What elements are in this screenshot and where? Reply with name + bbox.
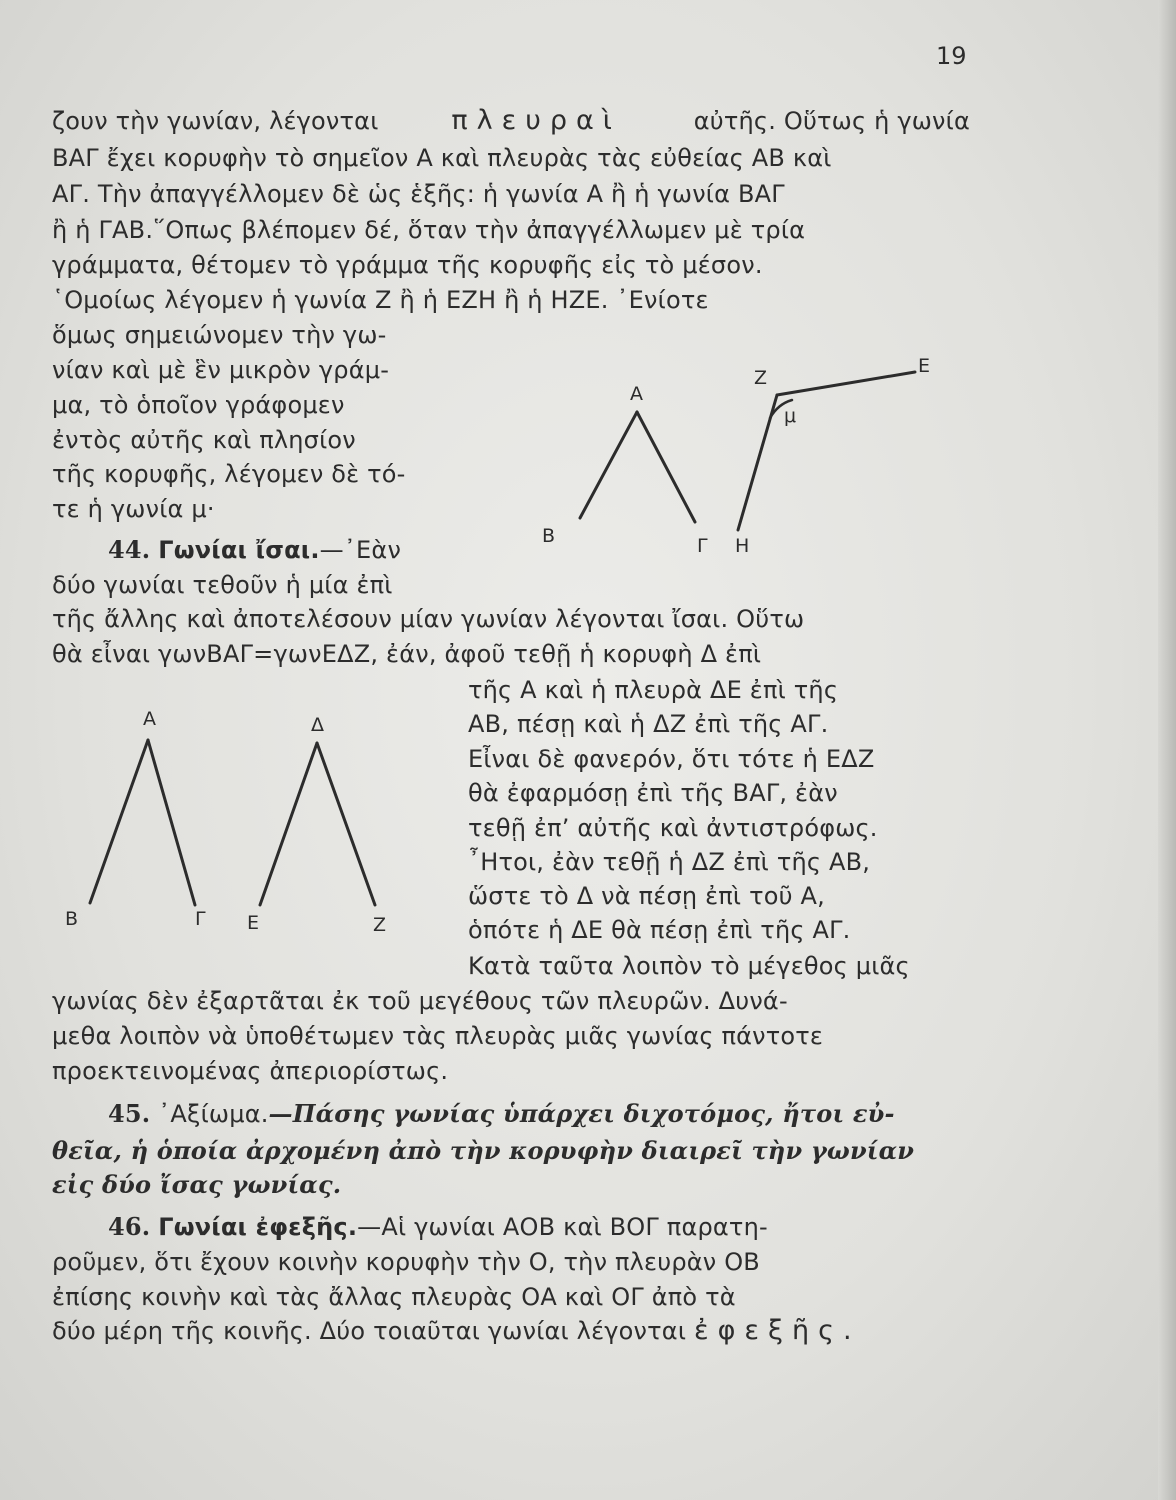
- text-line-27: μεθα λοιπὸν νὰ ὑποθέτωμεν τὰς πλευρὰς μιᾶς γωνίας πάντοτε: [52, 1022, 824, 1050]
- text-line-11: τῆς κορυφῆς, λέγομεν δὲ τό-: [52, 460, 406, 488]
- section-44-heading: 44. Γωνίαι ἴσαι.—᾿Εὰν: [108, 535, 402, 564]
- text-line-17: τῆς Α καὶ ἡ πλευρὰ ΔΕ ἐπὶ τῆς: [468, 676, 839, 704]
- text-line-7: ὅμως σημειώνομεν τὴν γω-: [52, 321, 387, 349]
- text-line-31: εἰς δύο ἴσας γωνίας.: [52, 1170, 342, 1199]
- text-line-4: ἢ ἡ ΓΑΒ.῞Οπως βλέπομεν δέ, ὅταν τὴν ἀπαγγέλλωμεν μὲ τρία: [52, 216, 806, 244]
- figure-2-label-e: E: [247, 912, 260, 934]
- text-line-26: γωνίας δὲν ἐξαρτᾶται ἐκ τοῦ μεγέθους τῶν πλευρῶν. Δυνά-: [52, 987, 788, 1015]
- figure-1-label-g: Γ: [697, 535, 708, 557]
- angle-edz-side-de: [260, 743, 317, 905]
- angle-bag-side-ag: [148, 740, 195, 905]
- text-line-24: ὁπότε ἡ ΔΕ θὰ πέσῃ ἐπὶ τῆς ΑΓ.: [468, 916, 851, 944]
- text-line-14: δύο γωνίαι τεθοῦν ἡ μία ἐπὶ: [52, 571, 393, 599]
- text-line-3: ΑΓ. Τὴν ἀπαγγέλλομεν δὲ ὡς ἑξῆς: ἡ γωνία Α ἢ ἡ γωνία ΒΑΓ: [52, 180, 785, 208]
- text-line-28: προεκτεινομένας ἀπεριορίστως.: [52, 1057, 449, 1085]
- text-line-2: ΒΑΓ ἔχει κορυφὴν τὸ σημεῖον Α καὶ πλευρὰς τὰς εὐθείας ΑΒ καὶ: [52, 144, 832, 172]
- text-line-18: ΑΒ, πέσῃ καὶ ἡ ΔΖ ἐπὶ τῆς ΑΓ.: [468, 710, 829, 738]
- text-line-23: ὥστε τὸ Δ νὰ πέσῃ ἐπὶ τοῦ Α,: [468, 882, 825, 910]
- section-title: Γωνίαι ἴσαι.: [158, 536, 320, 564]
- figure-1-label-a: A: [630, 383, 643, 405]
- text-line-34: ἐπίσης κοινὴν καὶ τὰς ἄλλας πλευρὰς ΟΑ καὶ ΟΓ ἀπὸ τὰ: [52, 1283, 736, 1311]
- text-line-15: τῆς ἄλλης καὶ ἀποτελέσουν μίαν γωνίαν λέγονται ἴσαι. Οὕτω: [52, 605, 805, 633]
- page-number: 19: [936, 42, 967, 70]
- text-line-25: Κατὰ ταῦτα λοιπὸν τὸ μέγεθος μιᾶς: [468, 952, 910, 980]
- text-line-16: θὰ εἶναι γωνΒΑΓ=γωνΕΔΖ, ἐάν, ἀφοῦ τεθῇ ἡ κορυφὴ Δ ἐπὶ: [52, 640, 762, 668]
- term-pleurai: πλευραὶ: [451, 105, 621, 136]
- text-line-19: Εἶναι δὲ φανερόν, ὅτι τότε ἡ ΕΔΖ: [468, 745, 875, 773]
- figure-1-label-e: E: [918, 355, 931, 377]
- angle-z-side-ze: [777, 372, 915, 395]
- text-line-6: ῾Ομοίως λέγομεν ἡ γωνία Ζ ἢ ἡ ΕΖΗ ἢ ἡ ΗΖΕ. ᾿Ενίοτε: [52, 286, 709, 314]
- figure-1-label-h: H: [735, 535, 750, 557]
- figure-angles-1: [520, 340, 960, 570]
- figure-2-label-b: B: [65, 908, 79, 930]
- section-45-heading: 45. ᾿Αξίωμα.—Πάσης γωνίας ὑπάρχει διχοτόμος, ἤτοι εὐ-: [108, 1099, 895, 1128]
- figure-2-label-z: Z: [373, 914, 387, 936]
- angle-a-side-ag: [637, 412, 695, 522]
- figure-2-label-a: A: [143, 708, 156, 730]
- section-46-heading: 46. Γωνίαι ἐφεξῆς.—Αἱ γωνίαι ΑΟΒ καὶ ΒΟΓ παρατη-: [108, 1212, 768, 1241]
- figure-angles-2: [55, 705, 415, 945]
- text-line-30: θεῖα, ἡ ὁποία ἀρχομένη ἀπὸ τὴν κορυφὴν διαιρεῖ τὴν γωνίαν: [52, 1136, 915, 1165]
- section-title: Γωνίαι ἐφεξῆς.: [158, 1213, 358, 1241]
- text-line-12: τε ἡ γωνία μ·: [52, 495, 215, 523]
- figure-1-label-mu: μ: [784, 405, 797, 427]
- term-efexis: ἐφεξῆς.: [693, 1315, 861, 1346]
- page-edge: [1158, 0, 1176, 1500]
- text-line-20: θὰ ἐφαρμόσῃ ἐπὶ τῆς ΒΑΓ, ἐὰν: [468, 779, 838, 807]
- section-title: ᾿Αξίωμα.: [158, 1100, 269, 1128]
- figure-2-label-g: Γ: [195, 908, 206, 930]
- figure-2-label-d: Δ: [311, 714, 324, 736]
- text-line-5: γράμματα, θέτομεν τὸ γράμμα τῆς κορυφῆς εἰς τὸ μέσον.: [52, 251, 763, 279]
- text-line-35: δύο μέρη τῆς κοινῆς. Δύο τοιαῦται γωνίαι λέγονται ἐφεξῆς.: [52, 1315, 861, 1346]
- angle-edz-side-dz: [317, 743, 375, 905]
- figure-1-label-b: B: [542, 525, 556, 547]
- figure-1-label-z: Z: [754, 367, 768, 389]
- angle-a-side-ab: [580, 412, 637, 518]
- text-line-1: ζουν τὴν γωνίαν, λέγονται πλευραὶ αὐτῆς. Οὕτως ἡ γωνία: [52, 105, 970, 136]
- text-line-10: ἐντὸς αὐτῆς καὶ πλησίον: [52, 426, 356, 454]
- text-line-8: νίαν καὶ μὲ ἓν μικρὸν γράμ-: [52, 356, 390, 384]
- text-line-22: ῏Ητοι, ἐὰν τεθῇ ἡ ΔΖ ἐπὶ τῆς ΑΒ,: [468, 848, 871, 876]
- text-line-9: μα, τὸ ὁποῖον γράφομεν: [52, 391, 345, 419]
- angle-bag-side-ab: [90, 740, 148, 903]
- text-line-33: ροῦμεν, ὅτι ἔχουν κοινὴν κορυφὴν τὴν Ο, τὴν πλευρὰν ΟΒ: [52, 1248, 760, 1276]
- text-line-21: τεθῇ ἐπ’ αὐτῆς καὶ ἀντιστρόφως.: [468, 814, 878, 842]
